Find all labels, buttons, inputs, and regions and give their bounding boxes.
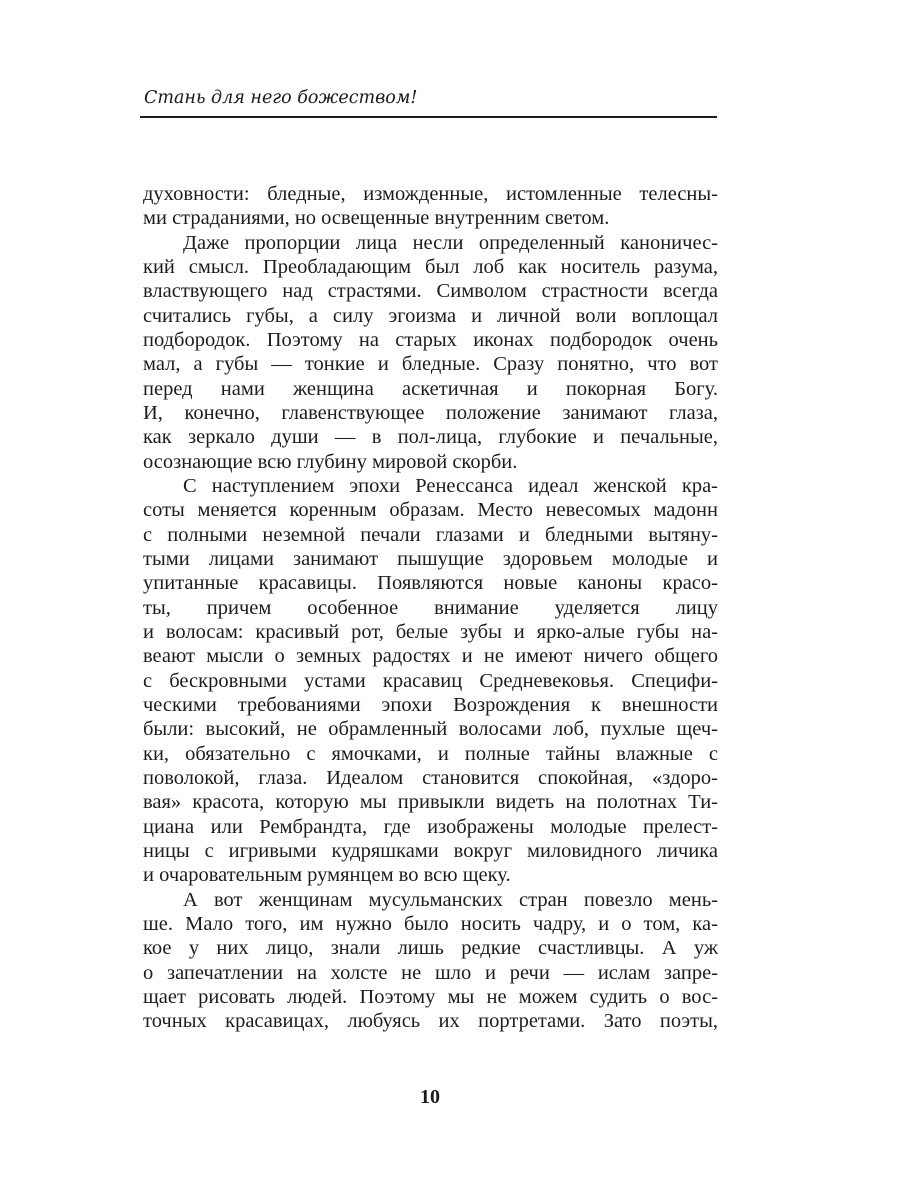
text-line: были: высокий, не обрамленный волосами лоб, пухлые щеч- xyxy=(143,718,718,741)
text-line: ты, причем особенное внимание уделяется лицу xyxy=(143,596,718,619)
page-number: 10 xyxy=(420,1086,440,1108)
text-line: вая» красота, которую мы привыкли видеть на полотнах Ти- xyxy=(143,791,718,814)
text-line: поволокой, глаза. Идеалом становится спокойная, «здоро- xyxy=(143,766,718,789)
text-line: А вот женщинам мусульманских стран повезло мень- xyxy=(183,888,718,911)
text-line: властвующего над страстями. Символом страстности всегда xyxy=(143,280,718,303)
text-line: точных красавицах, любуясь их портретами. Зато поэты, xyxy=(143,1010,718,1033)
text-line: ницы с игривыми кудряшками вокруг миловидного личика xyxy=(143,839,718,862)
text-line: ше. Мало того, им нужно было носить чадру, и о том, ка- xyxy=(143,912,718,935)
text-line: с полными неземной печали глазами и бледными вытяну- xyxy=(143,523,718,546)
text-line: И, конечно, главенствующее положение занимают глаза, xyxy=(143,401,718,424)
text-line: перед нами женщина аскетичная и покорная Богу. xyxy=(143,377,718,400)
text-line: щает рисовать людей. Поэтому мы не можем судить о вос- xyxy=(143,985,718,1008)
text-line: с бескровными устами красавиц Средневековья. Специфи- xyxy=(143,669,718,692)
text-line: ческими требованиями эпохи Возрождения к внешности xyxy=(143,693,718,716)
text-line: осознающие всю глубину мировой скорби. xyxy=(143,450,518,473)
running-title: Стань для него божеством! xyxy=(144,88,418,108)
text-line: Даже пропорции лица несли определенный каноничес- xyxy=(183,231,718,254)
text-line: циана или Рембрандта, где изображены молодые прелест- xyxy=(143,815,718,838)
text-line: мал, а губы — тонкие и бледные. Сразу понятно, что вот xyxy=(143,353,718,376)
text-line: тыми лицами занимают пышущие здоровьем молодые и xyxy=(143,547,718,570)
text-line: духовности: бледные, изможденные, истомленные телесны- xyxy=(143,183,718,205)
text-line: как зеркало души — в пол-лица, глубокие и печальные, xyxy=(143,426,718,449)
text-line: веают мысли о земных радостях и не имеют ничего общего xyxy=(143,645,718,668)
text-line: ки, обязательно с ямочками, и полные тайны влажные с xyxy=(143,742,718,765)
text-line: и волосам: красивый рот, белые зубы и ярко-алые губы на- xyxy=(143,620,718,643)
text-line: о запечатлении на холсте не шло и речи — ислам запре- xyxy=(143,961,718,984)
text-line: и очаровательным румянцем во всю щеку. xyxy=(143,864,511,887)
text-line: подбородок. Поэтому на старых иконах подбородок очень xyxy=(143,328,718,351)
text-line: кий смысл. Преобладающим был лоб как носитель разума, xyxy=(143,255,718,278)
text-line: С наступлением эпохи Ренессанса идеал женской кра- xyxy=(183,474,718,497)
text-line: кое у них лицо, знали лишь редкие счастливцы. А уж xyxy=(143,937,718,960)
running-header xyxy=(140,84,717,118)
text-line: ми страданиями, но освещенные внутренним светом. xyxy=(143,207,610,230)
text-line: упитанные красавицы. Появляются новые каноны красо- xyxy=(143,572,718,595)
text-line: соты меняется коренным образам. Место невесомых мадонн xyxy=(143,499,718,522)
body-text xyxy=(143,182,718,1033)
text-line: считались губы, а силу эгоизма и личной воли воплощал xyxy=(143,304,718,327)
